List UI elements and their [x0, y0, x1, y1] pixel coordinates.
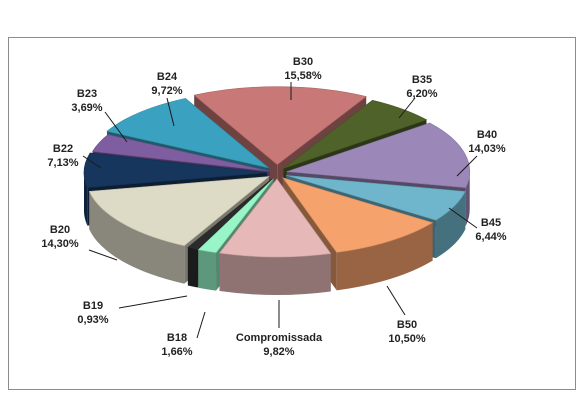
label-name-b50: B50: [396, 319, 418, 331]
label-name-b35: B35: [411, 74, 433, 86]
slice-side-b18: [198, 250, 216, 291]
label-value-b45: 6,44%: [475, 231, 507, 243]
label-value-b24: 9,72%: [151, 85, 183, 97]
label-value-b23: 3,69%: [71, 102, 103, 114]
leader-line-b50: [387, 286, 405, 315]
slice-side-compromissada: [220, 253, 331, 295]
label-name-b40: B40: [476, 129, 498, 141]
label-name-b20: B20: [49, 224, 71, 236]
label-name-compromissada: Compromissada: [235, 332, 323, 344]
label-value-b20: 14,30%: [41, 238, 79, 250]
label-value-b40: 14,03%: [468, 143, 506, 155]
label-name-b30: B30: [292, 56, 314, 68]
label-name-b18: B18: [166, 332, 188, 344]
label-name-b45: B45: [480, 217, 502, 229]
label-name-b19: B19: [82, 300, 104, 312]
label-value-b50: 10,50%: [388, 333, 426, 345]
leader-line-b19: [119, 296, 187, 308]
label-value-compromissada: 9,82%: [263, 346, 295, 358]
label-value-b18: 1,66%: [161, 346, 193, 358]
label-value-b22: 7,13%: [47, 157, 79, 169]
leader-line-b18: [197, 312, 205, 338]
slice-side-b19: [188, 248, 198, 288]
label-value-b30: 15,58%: [284, 70, 322, 82]
label-name-b23: B23: [76, 88, 98, 100]
pie-chart: [9, 38, 577, 391]
label-name-b24: B24: [156, 71, 178, 83]
label-value-b19: 0,93%: [77, 314, 109, 326]
chart-area: [8, 37, 576, 390]
label-name-b22: B22: [52, 143, 74, 155]
label-value-b35: 6,20%: [406, 88, 438, 100]
